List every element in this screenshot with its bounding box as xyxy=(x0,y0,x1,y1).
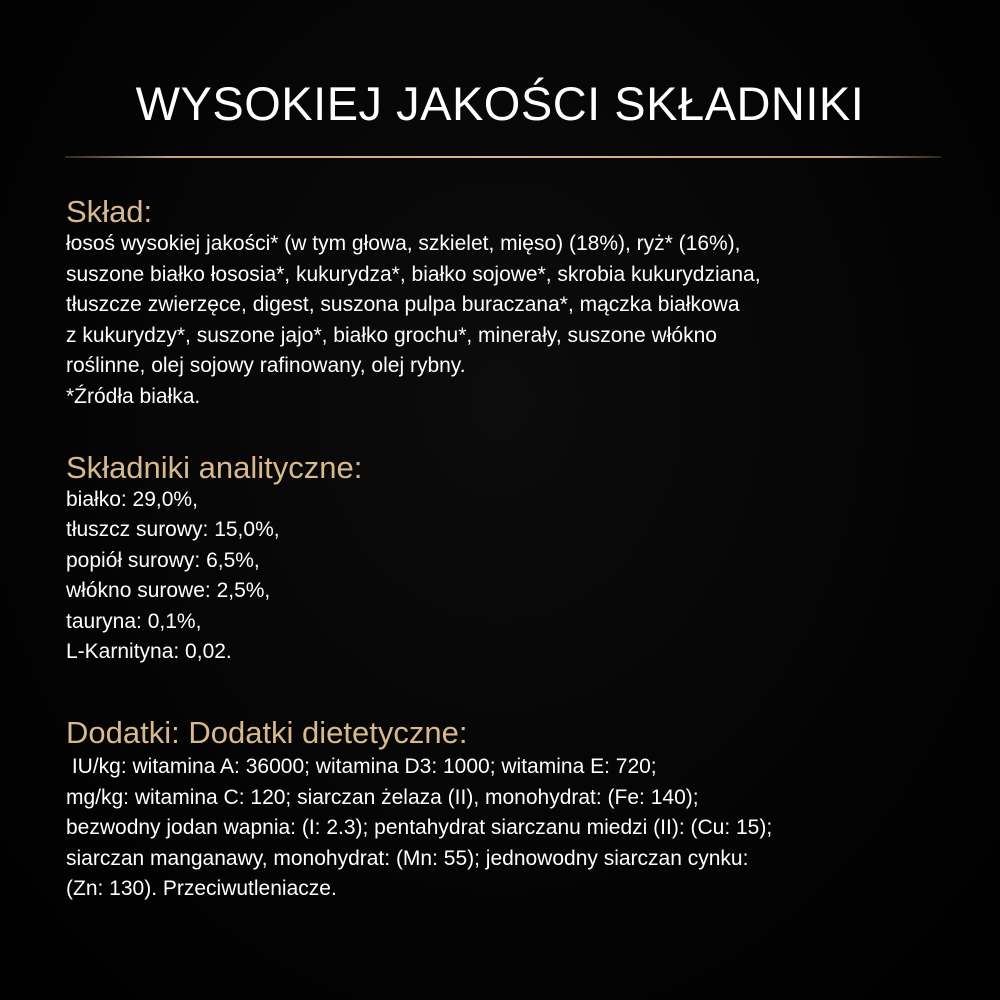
additives-section xyxy=(66,716,966,905)
additives-heading: Dodatki: Dodatki dietetyczne: xyxy=(66,715,468,750)
composition-line: tłuszcze zwierzęce, digest, suszona pulpa buraczana*, mączka białkowa xyxy=(66,293,740,316)
analytical-list xyxy=(66,485,966,667)
additives-line: siarczan manganawy, monohydrat: (Mn: 55); jednowodny siarczan cynku: xyxy=(66,846,749,870)
additives-text xyxy=(66,752,966,905)
analytical-section xyxy=(66,451,966,667)
composition-line: łosoś wysokiej jakości* (w tym głowa, szkielet, mięso) (18%), ryż* (16%), xyxy=(66,232,741,255)
additives-line: IU/kg: witamina A: 36000; witamina D3: 1000; witamina E: 720; xyxy=(66,755,657,778)
analytical-item: tauryna: 0,1%, xyxy=(66,609,202,633)
composition-line: z kukurydzy*, suszone jajo*, białko grochu*, minerały, suszone włókno xyxy=(66,323,717,347)
analytical-item: tłuszcz surowy: 15,0%, xyxy=(66,518,280,542)
additives-line: mg/kg: witamina C: 120; siarczan żelaza (II), monohydrat: (Fe: 140); xyxy=(66,785,699,809)
composition-line: roślinne, olej sojowy rafinowany, olej rybny. xyxy=(66,354,466,377)
analytical-heading: Składniki analityczne: xyxy=(66,450,363,485)
composition-section xyxy=(66,195,966,412)
composition-heading: Skład: xyxy=(66,194,153,229)
analytical-item: włókno surowe: 2,5%, xyxy=(66,579,271,603)
composition-line: suszone białko łososia*, kukurydza*, białko sojowe*, skrobia kukurydziana, xyxy=(66,262,761,286)
additives-line: bezwodny jodan wapnia: (I: 2.3); pentahydrat siarczanu miedzi (II): (Cu: 15); xyxy=(66,816,773,839)
gold-divider xyxy=(65,156,941,158)
page-title: WYSOKIEJ JAKOŚCI SKŁADNIKI xyxy=(135,77,865,130)
analytical-item: L-Karnityna: 0,02. xyxy=(66,640,232,664)
analytical-item: białko: 29,0%, xyxy=(66,488,198,511)
composition-text xyxy=(66,229,966,412)
composition-line: *Źródła białka. xyxy=(66,384,201,408)
additives-line: (Zn: 130). Przeciwutleniacze. xyxy=(66,877,337,900)
analytical-item: popiół surowy: 6,5%, xyxy=(66,548,260,572)
